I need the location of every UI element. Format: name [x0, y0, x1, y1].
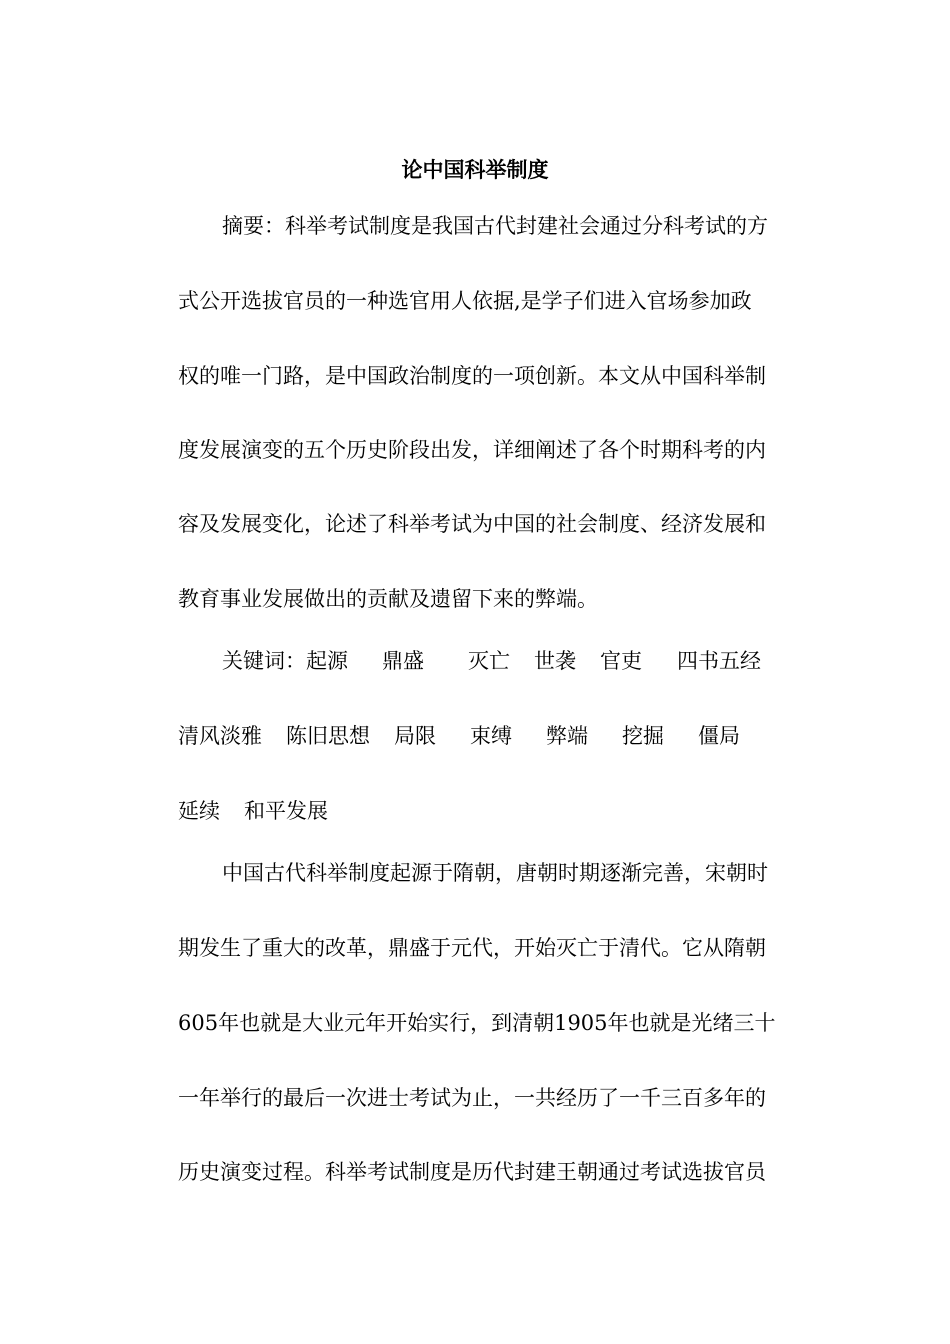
- keywords-label: 关键词：: [222, 649, 306, 673]
- keyword: 延续: [178, 799, 220, 823]
- abstract-line: 摘要：科举考试制度是我国古代封建社会通过分科考试的方: [222, 214, 768, 238]
- keyword: 官吏: [600, 649, 642, 673]
- keyword: 和平发展: [244, 799, 328, 823]
- keyword: 弊端: [546, 724, 588, 748]
- keyword: 束缚: [470, 724, 512, 748]
- keywords-line: [178, 721, 740, 751]
- body-line: 中国古代科举制度起源于隋朝，唐朝时期逐渐完善，宋朝时: [222, 861, 768, 885]
- keyword: 局限: [394, 724, 436, 748]
- keywords-line: [222, 646, 761, 676]
- body-line: 一年举行的最后一次进士考试为止，一共经历了一千三百多年的: [178, 1086, 766, 1110]
- abstract-line: 教育事业发展做出的贡献及遗留下来的弊端。: [178, 587, 598, 611]
- abstract-line: 度发展演变的五个历史阶段出发，详细阐述了各个时期科考的内: [178, 438, 766, 462]
- keyword: 起源: [306, 649, 348, 673]
- body-line: 历史演变过程。科举考试制度是历代封建王朝通过考试选拔官员: [178, 1160, 766, 1184]
- keyword: 挖掘: [622, 724, 664, 748]
- document-title: 论中国科举制度: [401, 157, 549, 182]
- keyword: 四书五经: [677, 649, 761, 673]
- abstract-line: 式公开选拔官员的一种选官用人依据,是学子们进入官场参加政: [178, 289, 752, 313]
- keyword: 清风淡雅: [178, 724, 262, 748]
- keyword: 世袭: [534, 649, 576, 673]
- keyword: 鼎盛: [382, 649, 424, 673]
- abstract-line: 权的唯一门路，是中国政治制度的一项创新。本文从中国科举制: [178, 364, 766, 388]
- body-line: 605年也就是大业元年开始实行，到清朝1905年也就是光绪三十: [178, 1011, 776, 1035]
- keyword: 僵局: [698, 724, 740, 748]
- abstract-line: 容及发展变化，论述了科举考试为中国的社会制度、经济发展和: [178, 512, 766, 536]
- keyword: 灭亡: [468, 649, 510, 673]
- keywords-line: [178, 796, 328, 826]
- keyword: 陈旧思想: [286, 724, 370, 748]
- body-line: 期发生了重大的改革，鼎盛于元代，开始灭亡于清代。它从隋朝: [178, 936, 766, 960]
